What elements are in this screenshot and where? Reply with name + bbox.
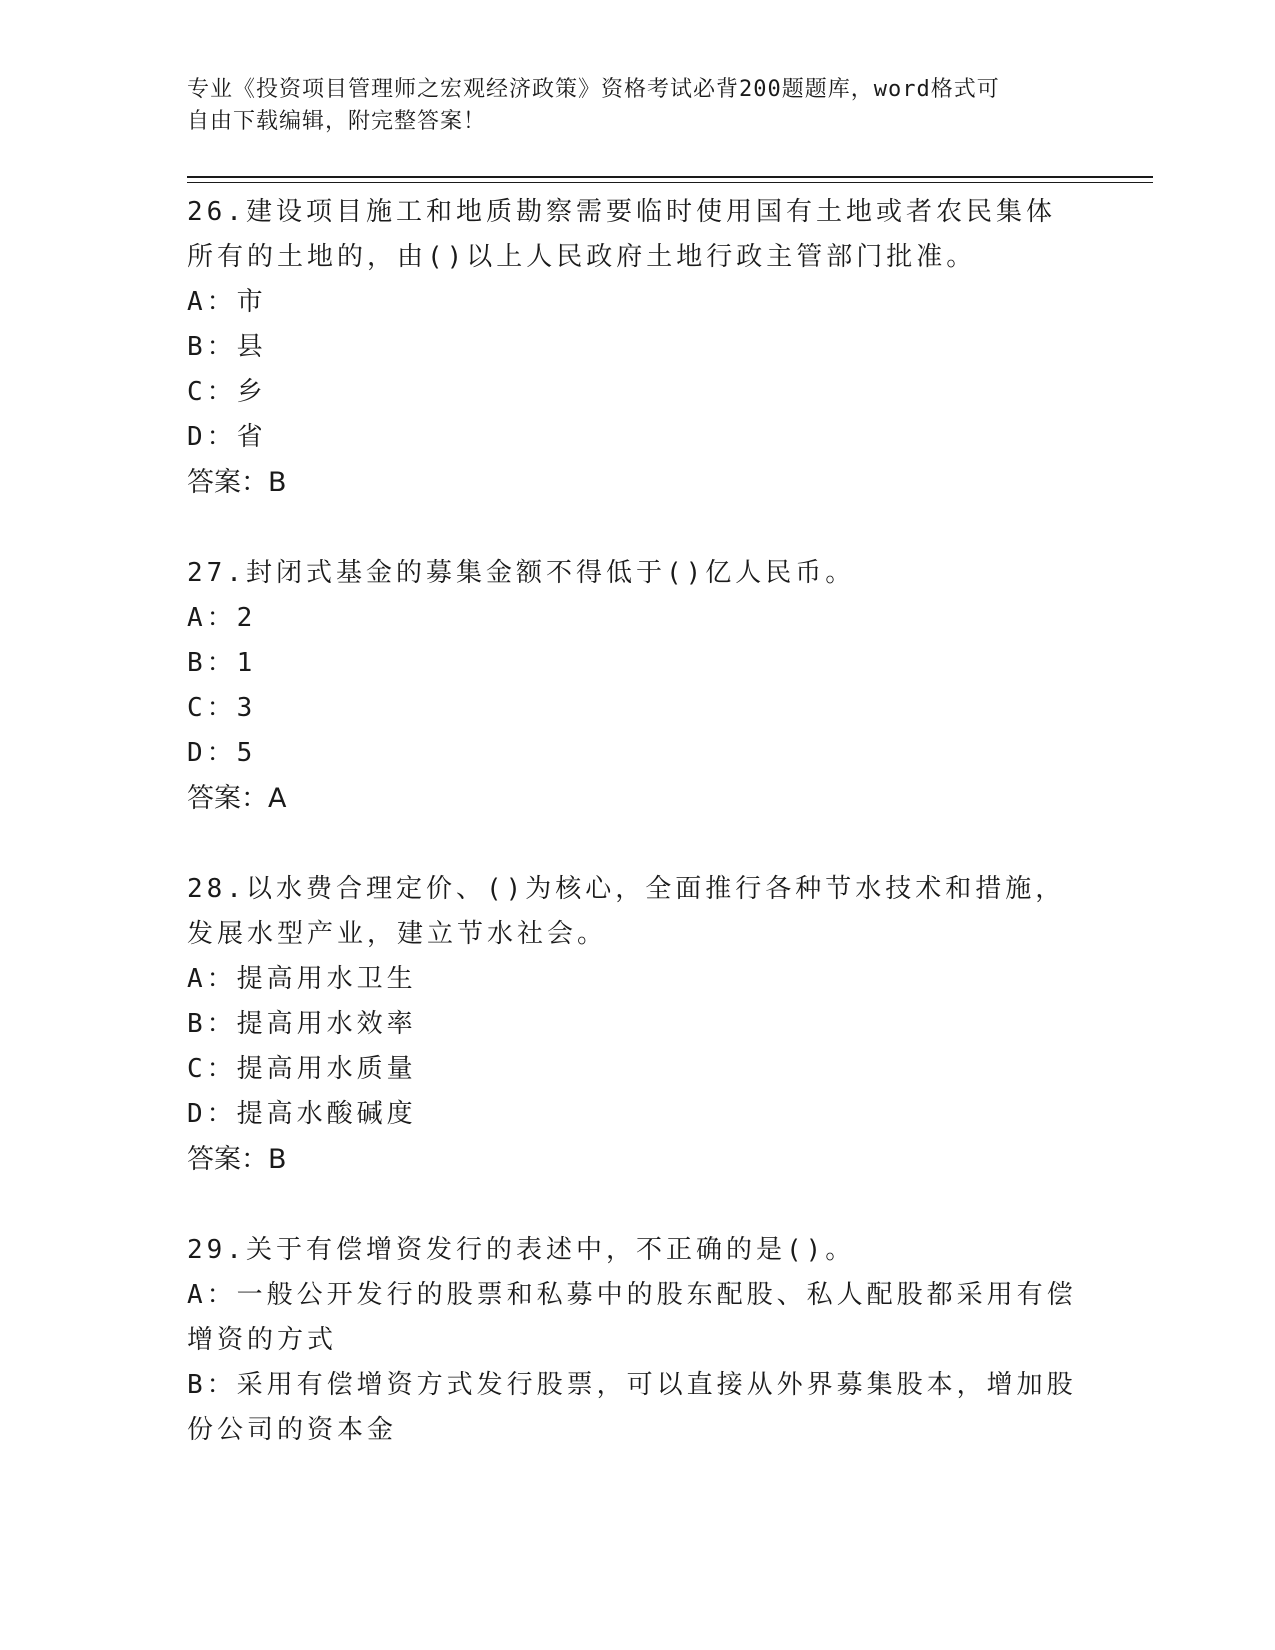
question-text: 28.以水费合理定价、()为核心，全面推行各种节水技术和措施，发展水型产业，建立节水社会。 [187, 874, 1066, 949]
question-text: 29.关于有偿增资发行的表述中，不正确的是()。 [187, 1235, 856, 1265]
option-a: A：提高用水卫生 [187, 964, 417, 994]
header-divider-thick [187, 176, 1153, 178]
document-header [187, 74, 1067, 138]
option-d: D：省 [187, 422, 267, 452]
option-d: D：提高水酸碱度 [187, 1099, 417, 1129]
answer: 答案：A [187, 783, 287, 814]
question-28 [187, 867, 1077, 1182]
option-c: C：3 [187, 693, 257, 723]
option-c: C：提高用水质量 [187, 1054, 417, 1084]
header-line-2: 自由下载编辑，附完整答案！ [187, 109, 487, 134]
option-b: B：县 [187, 332, 267, 362]
question-27 [187, 551, 1077, 821]
option-c: C：乡 [187, 377, 267, 407]
option-d: D：5 [187, 738, 257, 768]
option-b: B：1 [187, 648, 257, 678]
question-29 [187, 1228, 1077, 1453]
option-a: A：2 [187, 603, 257, 633]
header-divider-thin [187, 182, 1153, 183]
answer: 答案：B [187, 1144, 287, 1175]
question-text: 27.封闭式基金的募集金额不得低于()亿人民币。 [187, 558, 856, 588]
option-b: B：提高用水效率 [187, 1009, 417, 1039]
header-line-1: 专业《投资项目管理师之宏观经济政策》资格考试必背200题题库，word格式可 [187, 77, 1000, 102]
question-text: 26.建设项目施工和地质勘察需要临时使用国有土地或者农民集体所有的土地的，由()以上人民政府土地行政主管部门批准。 [187, 197, 1056, 272]
option-a: A：市 [187, 287, 267, 317]
answer: 答案：B [187, 467, 287, 498]
question-list [187, 190, 1077, 1499]
option-b: B：采用有偿增资方式发行股票，可以直接从外界募集股本，增加股份公司的资本金 [187, 1370, 1077, 1445]
question-26 [187, 190, 1077, 505]
option-a: A：一般公开发行的股票和私募中的股东配股、私人配股都采用有偿增资的方式 [187, 1280, 1077, 1355]
